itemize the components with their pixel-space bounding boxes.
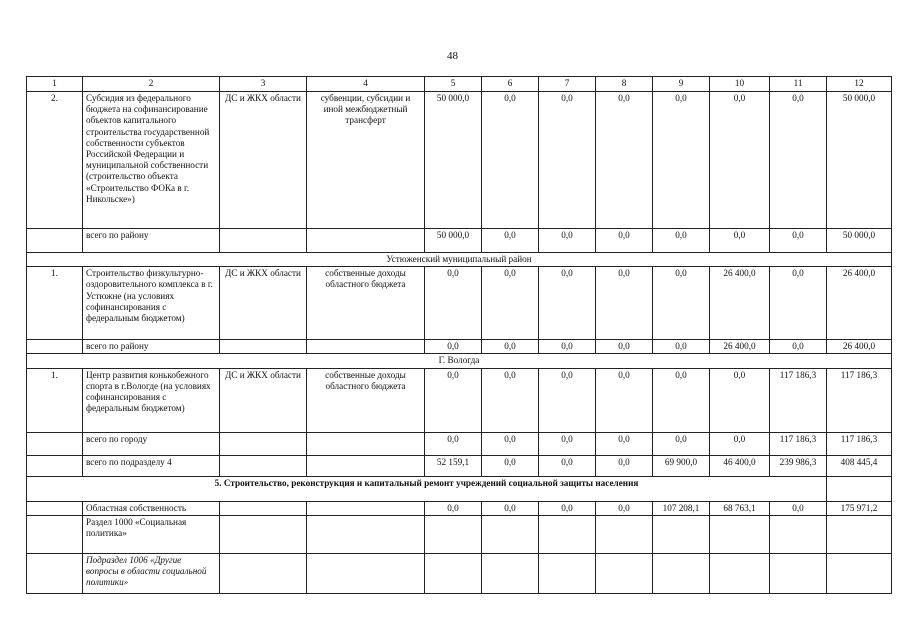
header-cell: 3 (220, 77, 307, 92)
value-cell: 0,0 (425, 267, 482, 340)
header-cell: 2 (83, 77, 220, 92)
value-cell: 52 159,1 (425, 455, 482, 476)
header-cell: 1 (27, 77, 83, 92)
row-number: 1. (27, 368, 83, 432)
header-cell: 10 (710, 77, 770, 92)
header-row (27, 77, 892, 92)
value-cell: 0,0 (539, 432, 596, 455)
section-heading: 5. Строительство, реконструкция и капитальный ремонт учреждений социальной защиты населения (27, 476, 827, 501)
row-number: 1. (27, 267, 83, 340)
funding-source: собственные доходы областного бюджета (307, 267, 425, 340)
item-name: Строительство физкультурно-оздоровительного комплекса в г. Устюжне (на условиях софинансирования с федеральным бюджетом) (83, 267, 220, 340)
value-cell: 239 986,3 (770, 455, 827, 476)
value-cell: 0,0 (770, 229, 827, 253)
total-row (27, 229, 892, 253)
value-cell: 0,0 (710, 229, 770, 253)
value-cell: 0,0 (596, 92, 653, 229)
value-cell: 0,0 (710, 432, 770, 455)
table-row (27, 515, 892, 553)
value-cell: 69 900,0 (653, 455, 710, 476)
value-cell: 0,0 (482, 229, 539, 253)
value-cell: 50 000,0 (425, 229, 482, 253)
value-cell: 26 400,0 (710, 267, 770, 340)
value-cell: 26 400,0 (827, 340, 892, 354)
value-cell: 0,0 (482, 501, 539, 515)
total-label: всего по городу (83, 432, 220, 455)
value-cell: 26 400,0 (827, 267, 892, 340)
header-cell: 9 (653, 77, 710, 92)
value-cell: 46 400,0 (710, 455, 770, 476)
table-row (27, 368, 892, 432)
value-cell: 0,0 (596, 229, 653, 253)
row-number: 2. (27, 92, 83, 229)
item-name: Центр развития конькобежного спорта в г.Вологде (на условиях софинансирования с федеральным бюджетом) (83, 368, 220, 432)
value-cell: 0,0 (482, 267, 539, 340)
value-cell: 0,0 (482, 92, 539, 229)
value-cell: 0,0 (770, 92, 827, 229)
value-cell: 26 400,0 (710, 340, 770, 354)
header-cell: 12 (827, 77, 892, 92)
value-cell: 0,0 (770, 501, 827, 515)
value-cell: 0,0 (425, 340, 482, 354)
value-cell: 0,0 (653, 267, 710, 340)
table-row (27, 553, 892, 593)
value-cell: 0,0 (425, 501, 482, 515)
value-cell: 0,0 (539, 368, 596, 432)
total-row (27, 340, 892, 354)
value-cell: 0,0 (539, 501, 596, 515)
total-row (27, 455, 892, 476)
value-cell: 50 000,0 (827, 92, 892, 229)
value-cell: 0,0 (482, 455, 539, 476)
total-label: всего по подразделу 4 (83, 455, 220, 476)
value-cell: 0,0 (596, 455, 653, 476)
total-label: всего по району (83, 340, 220, 354)
row-label: Подраздел 1006 «Другие вопросы в области социальной политики» (83, 553, 220, 593)
header-cell: 7 (539, 77, 596, 92)
executor: ДС и ЖКХ области (220, 368, 307, 432)
value-cell: 0,0 (770, 267, 827, 340)
value-cell: 0,0 (653, 432, 710, 455)
funding-source: собственные доходы областного бюджета (307, 368, 425, 432)
header-cell: 6 (482, 77, 539, 92)
value-cell: 0,0 (539, 267, 596, 340)
value-cell: 0,0 (539, 340, 596, 354)
item-name: Субсидия из федерального бюджета на софинансирование объектов капитального строительства государственной собственности субъектов Российской Федерации и муниципальной собственности (строительство объекта «Строительство ФОКа в г. Никольске») (83, 92, 220, 229)
value-cell: 0,0 (710, 92, 770, 229)
total-label: всего по району (83, 229, 220, 253)
value-cell: 0,0 (770, 340, 827, 354)
header-cell: 4 (307, 77, 425, 92)
value-cell: 117 186,3 (827, 432, 892, 455)
section-row (27, 476, 892, 501)
value-cell: 408 445,4 (827, 455, 892, 476)
value-cell: 0,0 (425, 368, 482, 432)
section-heading: Устюженский муниципальный район (27, 253, 892, 267)
value-cell: 175 971,2 (827, 501, 892, 515)
row-label: Областная собственность (83, 501, 220, 515)
value-cell: 0,0 (653, 92, 710, 229)
table-row (27, 267, 892, 340)
value-cell: 0,0 (539, 229, 596, 253)
value-cell: 117 186,3 (827, 368, 892, 432)
value-cell: 0,0 (482, 340, 539, 354)
value-cell: 0,0 (482, 432, 539, 455)
value-cell: 68 763,1 (710, 501, 770, 515)
value-cell: 0,0 (482, 368, 539, 432)
value-cell: 0,0 (425, 432, 482, 455)
value-cell: 117 186,3 (770, 368, 827, 432)
page-number: 48 (447, 50, 458, 62)
section-row (27, 253, 892, 267)
value-cell: 0,0 (596, 267, 653, 340)
header-cell: 8 (596, 77, 653, 92)
value-cell: 0,0 (596, 501, 653, 515)
value-cell: 0,0 (710, 368, 770, 432)
executor: ДС и ЖКХ области (220, 92, 307, 229)
funding-source: субвенции, субсидии и иной межбюджетный трансферт (307, 92, 425, 229)
value-cell: 0,0 (539, 92, 596, 229)
value-cell: 0,0 (596, 432, 653, 455)
table-row (27, 501, 892, 515)
value-cell: 0,0 (596, 368, 653, 432)
total-row (27, 432, 892, 455)
value-cell: 107 208,1 (653, 501, 710, 515)
value-cell: 0,0 (596, 340, 653, 354)
section-heading: Г. Вологда (27, 354, 892, 368)
row-label: Раздел 1000 «Социальная политика» (83, 515, 220, 553)
value-cell: 0,0 (653, 368, 710, 432)
value-cell: 117 186,3 (770, 432, 827, 455)
budget-table (26, 76, 892, 594)
value-cell: 0,0 (653, 340, 710, 354)
header-cell: 5 (425, 77, 482, 92)
table-row (27, 92, 892, 229)
value-cell: 0,0 (539, 455, 596, 476)
value-cell: 50 000,0 (827, 229, 892, 253)
value-cell: 0,0 (653, 229, 710, 253)
header-cell: 11 (770, 77, 827, 92)
executor: ДС и ЖКХ области (220, 267, 307, 340)
section-row (27, 354, 892, 368)
value-cell: 50 000,0 (425, 92, 482, 229)
